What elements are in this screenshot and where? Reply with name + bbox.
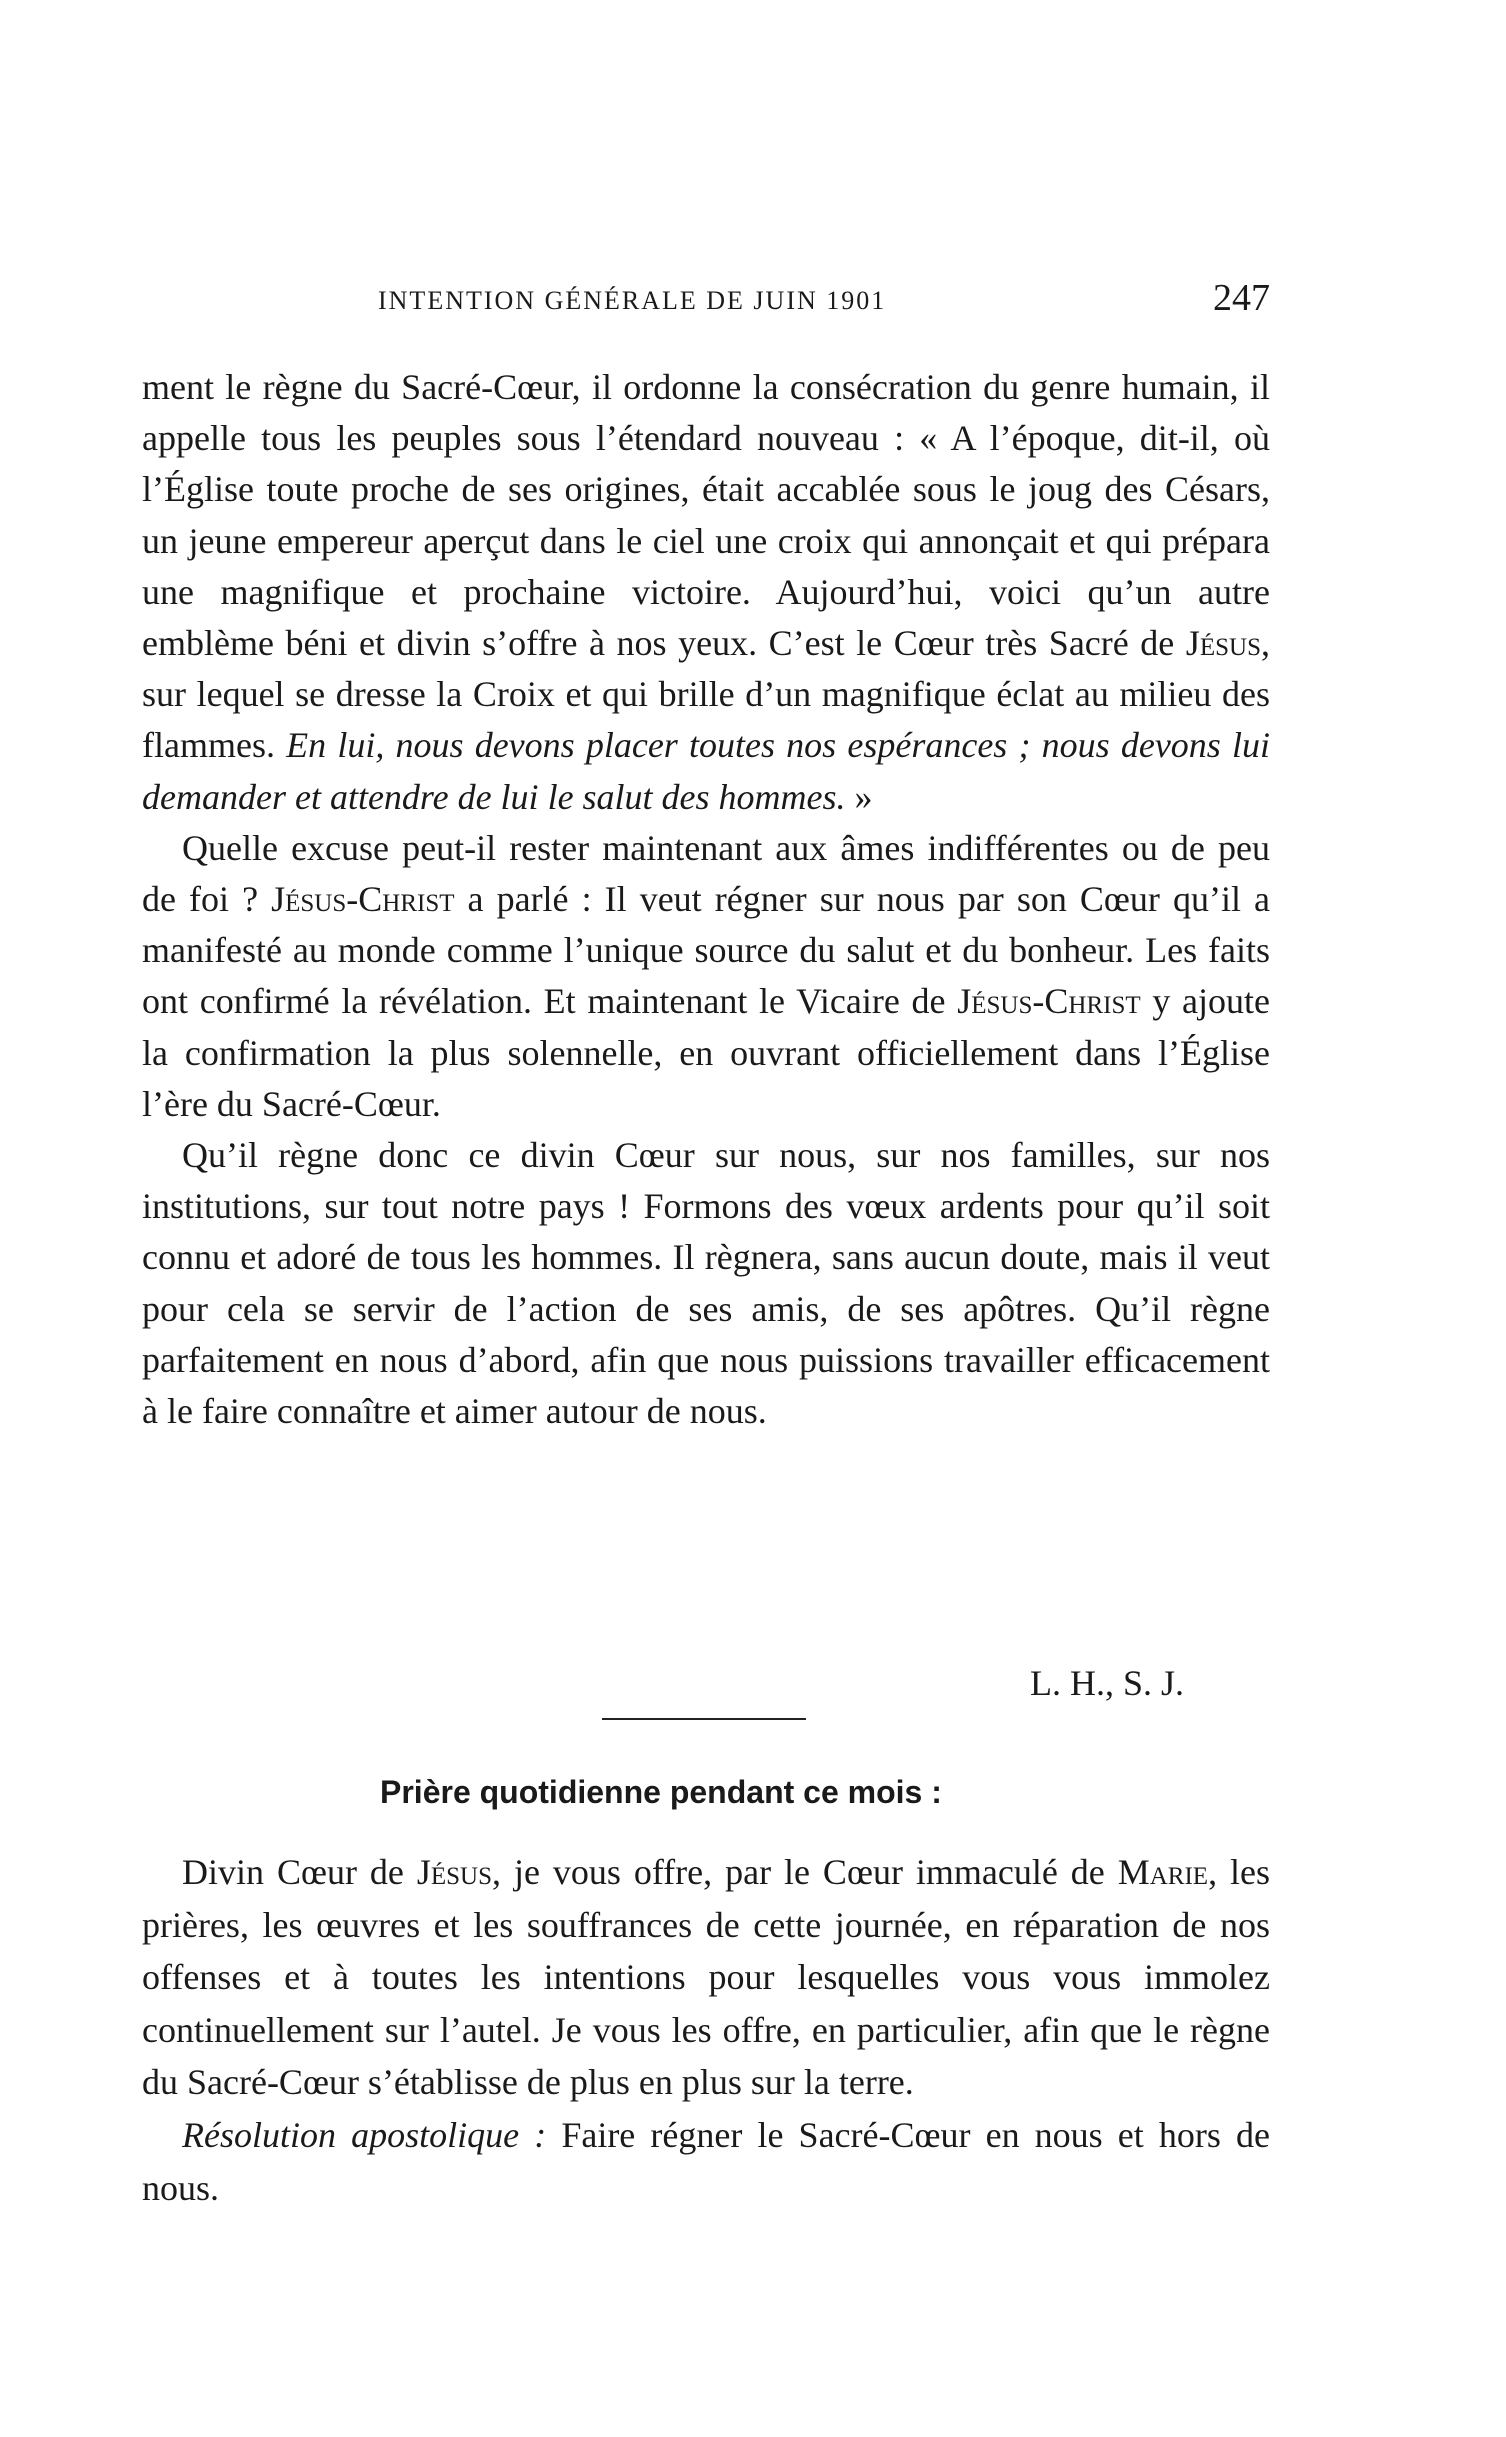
prayer-body (142, 1846, 1270, 2214)
paragraph-2-text-a: Quelle excuse peut-il rester maintenant aux âmes indifférentes ou de peu de foi ? (142, 827, 1270, 920)
resolution-paragraph (142, 2109, 1270, 2214)
prayer-text-b: , je vous offre, par le Cœur immaculé de (492, 1852, 1118, 1892)
prayer-text-c: , les prières, les œuvres et les souffrances de cette journée, en réparation de nos offenses et à toutes les intentions pour lesquelles vous vous immolez continuellement sur l’autel. Je vous les offre, en particulier, afin que le règne du Sacré-Cœur s’établisse de plus en plus sur la terre. (142, 1852, 1271, 2103)
name-marie: Marie (1117, 1852, 1209, 1892)
name-jesus: Jésus (416, 1852, 492, 1892)
paragraph-2-text-b: a parlé : Il veut régner sur nous par son Cœur qu’il a manifesté au monde comme l’unique source du salut et du bonheur. Les faits ont confirmé la révélation. Et maintenant le Vicaire de (142, 879, 1270, 1022)
name-jesus-christ: Jésus-Christ (957, 981, 1141, 1022)
page-number: 247 (1213, 277, 1270, 319)
paragraph-1-text-a: ment le règne du Sacré-Cœur, il ordonne la consécration du genre humain, il appelle tous les peuples sous l’étendard nouveau : « A l’époque, dit-il, où l’Église toute proche de ses origines, était accablée sous le joug des Césars, un jeune empereur aperçut dans le ciel une croix qui annonçait et qui prépara une magnifique et prochaine victoire. Aujourd’hui, voici qu’un autre emblème béni et divin s’offre à nos yeux. C’est le Cœur très Sacré de (142, 367, 1270, 664)
resolution-label: Résolution apostolique : (182, 2114, 547, 2155)
article-body (142, 362, 1270, 1437)
author-signature: L. H., S. J. (1030, 1663, 1185, 1703)
prayer-paragraph (142, 1846, 1270, 2109)
name-jesus-christ: Jésus-Christ (271, 879, 455, 920)
resolution-text: Faire régner le Sacré-Cœur en nous et hors de nous. (142, 2114, 1270, 2208)
name-jesus: Jésus (1185, 623, 1261, 664)
paragraph-2 (142, 823, 1270, 1130)
closing-guillemet: » (845, 776, 873, 817)
paragraph-3: Qu’il règne donc ce divin Cœur sur nous, sur nos familles, sur nos institutions, sur tout notre pays ! Formons des vœux ardents pour qu’il soit connu et adoré de tous les hommes. Il règnera, sans aucun doute, mais il veut pour cela se servir de l’action de ses amis, de ses apôtres. Qu’il règne parfaitement en nous d’abord, afin que nous puissions travailler efficacement à le faire connaître et aimer autour de nous. (142, 1135, 1270, 1432)
prayer-text-a: Divin Cœur de (182, 1852, 417, 1892)
prayer-heading: Prière quotidienne pendant ce mois : (380, 1774, 942, 1810)
paragraph-1 (142, 362, 1270, 823)
paragraph-1-italic-quote: En lui, nous devons placer toutes nos espérances ; nous devons lui demander et attendre de lui le salut des hommes. (142, 725, 1271, 817)
section-divider (602, 1718, 806, 1720)
paragraph-1-text-b: , sur lequel se dresse la Croix et qui brille d’un magnifique éclat au milieu des flammes. (142, 623, 1270, 766)
paragraph-2-text-c: y ajoute la confirmation la plus solennelle, en ouvrant officiellement dans l’Église l’ère du Sacré-Cœur. (142, 981, 1271, 1124)
running-head: INTENTION GÉNÉRALE DE JUIN 1901 (378, 286, 887, 315)
page-header (370, 277, 1270, 332)
